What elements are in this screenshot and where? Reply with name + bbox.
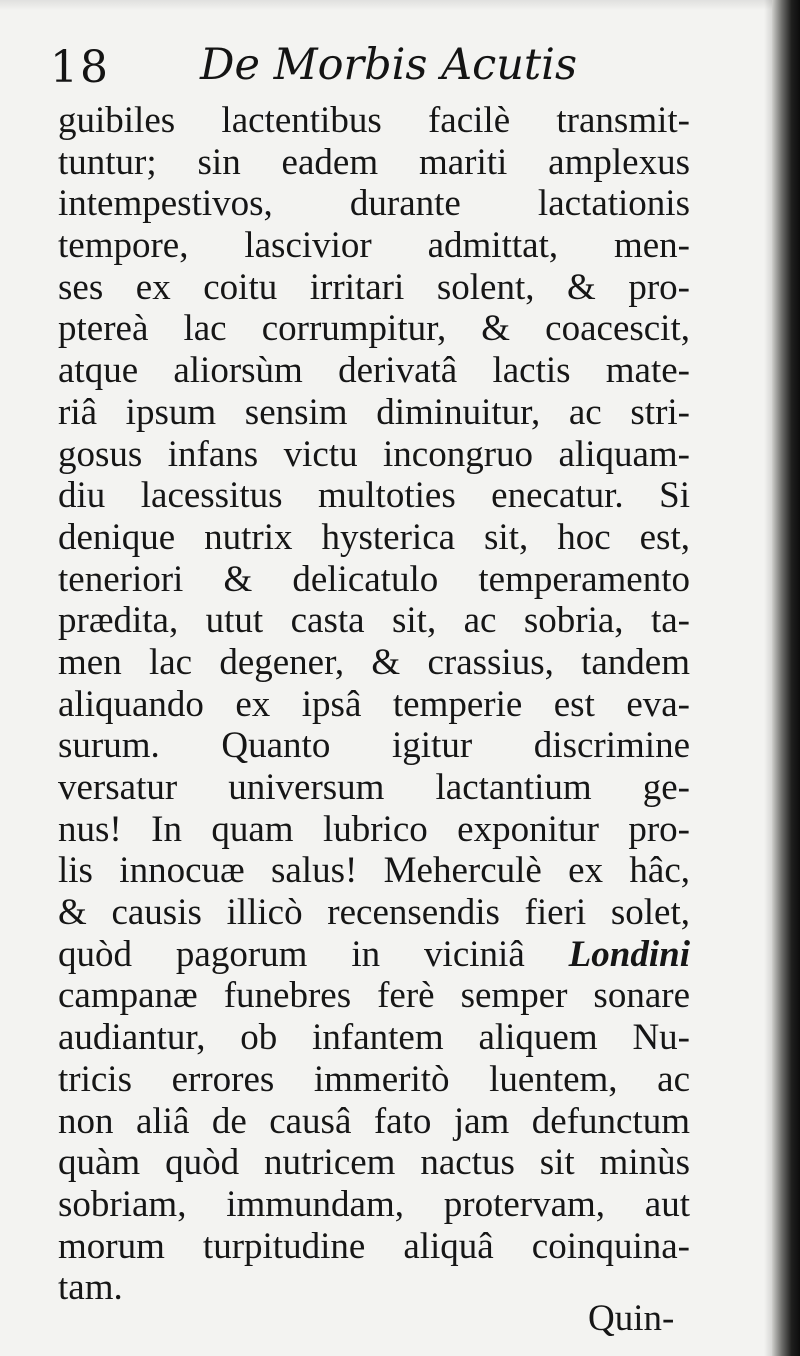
text-line: nus! In quam lubrico exponitur pro- <box>58 808 690 850</box>
text-line: quàm quòd nutricem nactus sit minùs <box>58 1142 690 1184</box>
text-line: aliquando ex ipsâ temperie est eva- <box>58 683 690 725</box>
text-line: denique nutrix hysterica sit, hoc est, <box>58 516 690 558</box>
text-line: atque aliorsùm derivatâ lactis mate- <box>58 350 690 392</box>
text-line: diu lacessitus multoties enecatur. Si <box>58 475 690 517</box>
text-line-final: tam. <box>58 1267 123 1309</box>
place-name-italic: Londini <box>568 933 690 975</box>
text-line: & causis illicò recensendis fieri solet, <box>58 892 690 934</box>
text-line: non aliâ de causâ fato jam defunctum <box>58 1100 690 1142</box>
text-line-start: quòd pagorum in viciniâ <box>58 933 525 975</box>
text-line: gosus infans victu incongruo aliquam- <box>58 433 690 475</box>
text-line: tricis errores immeritò luentem, ac <box>58 1058 690 1100</box>
text-line: audiantur, ob infantem aliquem Nu- <box>58 1017 690 1059</box>
text-line: versatur universum lactantium ge- <box>58 767 690 808</box>
text-line: tempore, lascivior admittat, men- <box>58 225 690 267</box>
text-line: riâ ipsum sensim diminuitur, ac stri- <box>58 391 690 433</box>
text-line: lis innocuæ salus! Meherculè ex hâc, <box>58 850 690 892</box>
text-line: teneriori & delicatulo temperamento <box>58 558 690 600</box>
text-line: ses ex coitu irritari solent, & pro- <box>58 266 690 308</box>
text-line: prædita, utut casta sit, ac sobria, ta- <box>58 600 690 642</box>
text-line: men lac degener, & crassius, tandem <box>58 641 690 683</box>
page-header <box>40 38 680 108</box>
text-line: surum. Quanto igitur discrimine <box>58 725 690 767</box>
text-line: morum turpitudine aliquâ coinquina- <box>58 1225 690 1267</box>
text-line: ptereà lac corrumpitur, & coacescit, <box>58 308 690 350</box>
page-number: 18 <box>50 42 110 93</box>
running-title: De Morbis Acutis <box>200 40 578 90</box>
text-line-with-place <box>58 934 690 976</box>
page-top-shadow <box>0 0 800 10</box>
page-gutter-shadow <box>764 0 772 1356</box>
text-line: tuntur; sin eadem mariti amplexus <box>58 141 690 183</box>
body-text <box>58 100 690 1309</box>
book-edge <box>772 0 800 1356</box>
text-line: sobriam, immundam, protervam, aut <box>58 1183 690 1225</box>
text-line: campanæ funebres ferè semper sonare <box>58 975 690 1017</box>
catchword: Quin- <box>588 1298 675 1339</box>
text-line: guibiles lactentibus facilè transmit- <box>58 100 690 141</box>
text-line: intempestivos, durante lactationis <box>58 183 690 225</box>
